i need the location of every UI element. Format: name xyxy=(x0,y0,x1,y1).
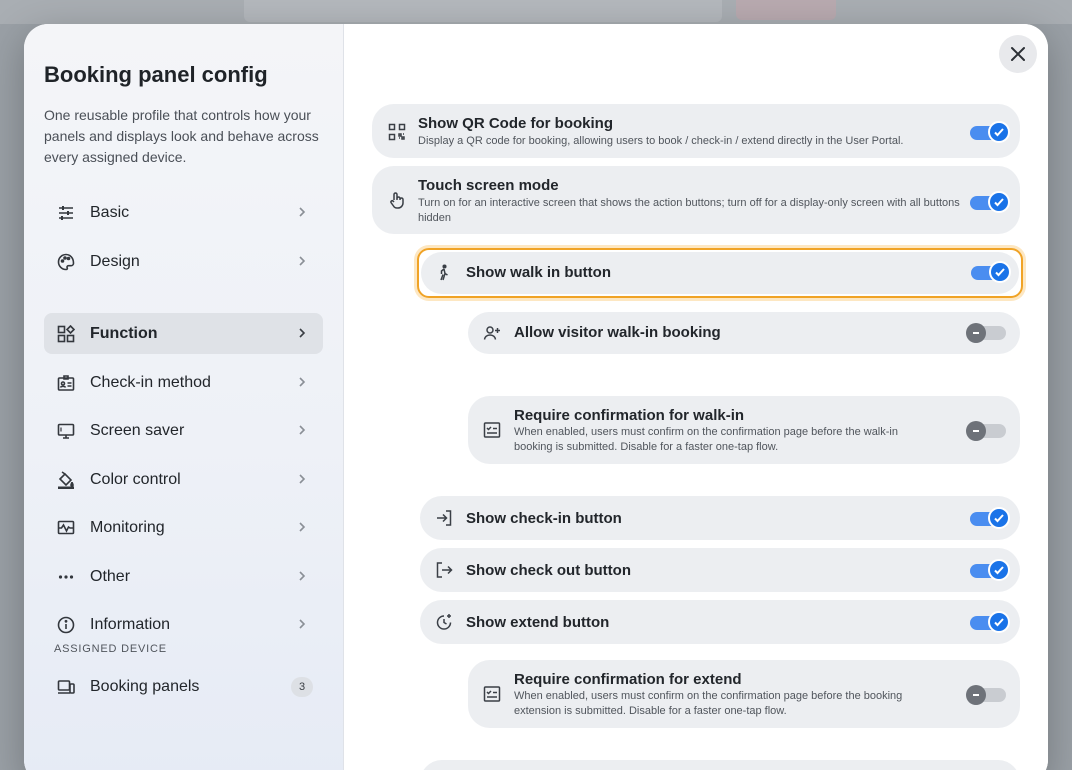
checklist-icon xyxy=(483,685,501,703)
extend-toggle[interactable] xyxy=(970,616,1006,630)
sidebar-item-basic[interactable] xyxy=(44,192,323,233)
config-modal xyxy=(24,24,1048,770)
setting-qr-code xyxy=(372,104,1020,158)
check-icon xyxy=(988,121,1010,143)
setting-description: When enabled, users must confirm on the confirmation page before the walk-in booking is submitted. Disable for a faster one-tap flow. xyxy=(514,426,898,453)
checklist-icon xyxy=(483,421,501,439)
setting-title: Touch screen mode xyxy=(418,177,559,194)
setting-title: Allow visitor walk-in booking xyxy=(514,324,721,341)
setting-check-in-button xyxy=(420,496,1020,540)
sidebar-item-label: Design xyxy=(90,252,140,270)
confirm-walk-in-toggle[interactable] xyxy=(970,424,1006,438)
setting-title: Require confirmation for walk-in xyxy=(514,407,745,424)
chevron-right-icon xyxy=(295,569,309,583)
setting-partial-row xyxy=(420,760,1020,770)
sidebar-item-label: Color control xyxy=(90,470,181,488)
chevron-right-icon xyxy=(295,326,309,340)
sidebar-item-label: Screen saver xyxy=(90,421,185,439)
minus-icon xyxy=(966,323,986,343)
check-icon xyxy=(988,611,1010,633)
palette-icon xyxy=(56,252,76,272)
sidebar-item-label: Function xyxy=(90,324,158,342)
check-icon xyxy=(988,191,1010,213)
settings-panel xyxy=(344,24,1048,770)
minus-icon xyxy=(966,685,986,705)
chevron-right-icon xyxy=(295,375,309,389)
sidebar-item-other[interactable] xyxy=(44,556,323,597)
sliders-icon xyxy=(56,203,76,223)
assigned-label: Booking panels xyxy=(90,678,200,695)
assigned-device-heading: ASSIGNED DEVICE xyxy=(54,643,167,655)
setting-description: Turn on for an interactive screen that shows the action buttons; turn off for a display-only screen with all buttons hidden xyxy=(418,197,960,224)
badge-icon xyxy=(56,373,76,393)
devices-icon xyxy=(56,677,76,697)
background-button xyxy=(736,0,836,20)
setting-walk-in xyxy=(421,252,1019,294)
chevron-right-icon xyxy=(295,254,309,268)
setting-touch-screen xyxy=(372,166,1020,234)
walking-person-icon xyxy=(435,264,453,282)
check-icon xyxy=(989,261,1011,283)
check-in-toggle[interactable] xyxy=(970,512,1006,526)
setting-title: Show extend button xyxy=(466,614,610,631)
assigned-booking-panels[interactable] xyxy=(44,667,323,707)
check-icon xyxy=(988,507,1010,529)
confirm-extend-toggle[interactable] xyxy=(970,688,1006,702)
setting-description: Display a QR code for booking, allowing users to book / check-in / extend directly in the User Portal. xyxy=(418,135,904,147)
setting-check-out-button xyxy=(420,548,1020,592)
close-icon xyxy=(1010,46,1026,62)
background-search xyxy=(244,0,722,22)
qr-code-icon xyxy=(388,123,406,141)
setting-title: Show QR Code for booking xyxy=(418,115,613,132)
sidebar-item-function[interactable] xyxy=(44,313,323,354)
sidebar-item-information[interactable] xyxy=(44,604,323,645)
sidebar-item-label: Check-in method xyxy=(90,373,211,391)
chevron-right-icon xyxy=(295,205,309,219)
device-count-badge: 3 xyxy=(291,677,313,697)
info-icon xyxy=(56,615,76,635)
sidebar-item-screen-saver[interactable] xyxy=(44,410,323,451)
clock-extend-icon xyxy=(435,613,453,631)
touch-screen-toggle[interactable] xyxy=(970,196,1006,210)
widgets-icon xyxy=(56,324,76,344)
setting-confirm-walk-in xyxy=(468,396,1020,464)
sidebar-item-label: Information xyxy=(90,615,171,633)
sidebar-item-label: Other xyxy=(90,567,131,585)
chevron-right-icon xyxy=(295,520,309,534)
more-dots-icon xyxy=(56,567,76,587)
qr-code-toggle[interactable] xyxy=(970,126,1006,140)
chevron-right-icon xyxy=(295,617,309,631)
sidebar xyxy=(24,24,344,770)
login-icon xyxy=(435,509,453,527)
check-out-toggle[interactable] xyxy=(970,564,1006,578)
setting-title: Show check-in button xyxy=(466,510,622,527)
modal-title: Booking panel config xyxy=(44,62,268,87)
check-icon xyxy=(988,559,1010,581)
sidebar-item-design[interactable] xyxy=(44,241,323,282)
person-add-icon xyxy=(483,324,501,342)
monitor-icon xyxy=(56,421,76,441)
modal-description: One reusable profile that controls how your panels and displays look and behave across every assigned device. xyxy=(44,107,319,165)
sidebar-item-label: Basic xyxy=(90,203,130,221)
sidebar-item-color-control[interactable] xyxy=(44,459,323,500)
setting-title: Require confirmation for extend xyxy=(514,671,742,688)
minus-icon xyxy=(966,421,986,441)
chevron-right-icon xyxy=(295,472,309,486)
setting-description: When enabled, users must confirm on the confirmation page before the booking extension is submitted. Disable for a faster one-tap flow. xyxy=(514,690,903,717)
setting-title: Show walk in button xyxy=(466,264,611,281)
chevron-right-icon xyxy=(295,423,309,437)
setting-title: Show check out button xyxy=(466,562,631,579)
logout-icon xyxy=(435,561,453,579)
sidebar-item-label: Monitoring xyxy=(90,518,165,536)
monitoring-icon xyxy=(56,518,76,538)
setting-extend-button xyxy=(420,600,1020,644)
visitor-walk-in-toggle[interactable] xyxy=(970,326,1006,340)
sidebar-item-monitoring[interactable] xyxy=(44,507,323,548)
close-button[interactable] xyxy=(999,35,1037,73)
sidebar-item-check-in-method[interactable] xyxy=(44,362,323,403)
setting-confirm-extend xyxy=(468,660,1020,728)
paint-bucket-icon xyxy=(56,470,76,490)
walk-in-toggle[interactable] xyxy=(971,266,1007,280)
touch-icon xyxy=(388,191,406,209)
setting-visitor-walk-in xyxy=(468,312,1020,354)
